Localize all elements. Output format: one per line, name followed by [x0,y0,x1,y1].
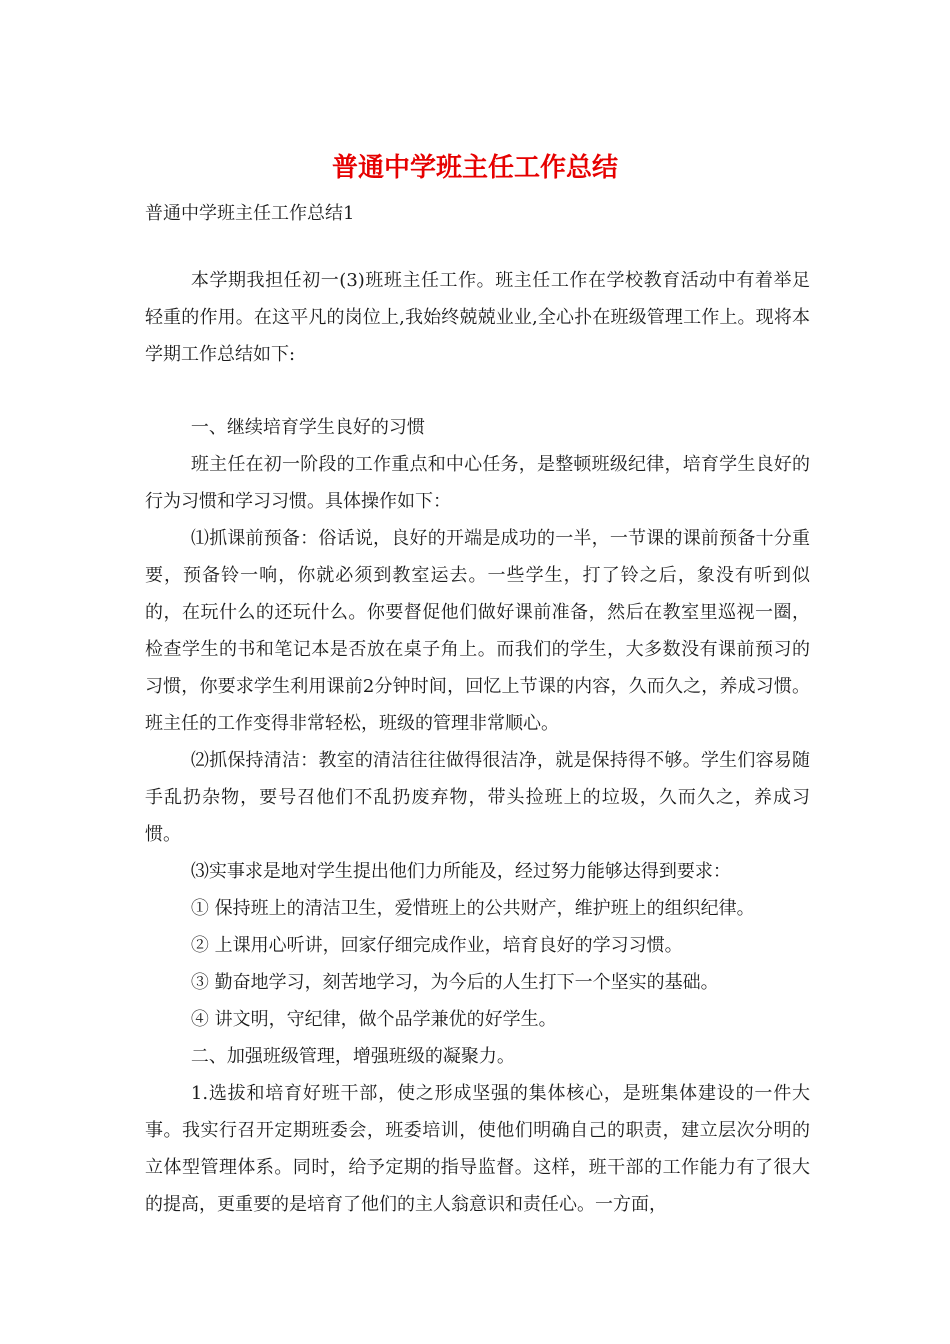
paragraph: ⑶实事求是地对学生提出他们力所能及，经过努力能够达得到要求： [190,861,731,882]
paragraph: ⑵抓保持清洁：教室的清洁往往做得很洁净，就是保持得不够。学生们容易随手乱扔杂物，要号召他们不乱扔废弃物，带头捡班上的垃圾，久而久之，养成习惯。 [145,750,810,845]
intro-paragraph: 本学期我担任初一(3)班班主任工作。班主任工作在学校教育活动中有着举足轻重的作用。在这平凡的岗位上,我始终兢兢业业,全心扑在班级管理工作上。现将本学期工作总结如下: [145,270,810,365]
paragraph: ⑴抓课前预备：俗话说，良好的开端是成功的一半，一节课的课前预备十分重要，预备铃一响，你就必须到教室运去。一些学生，打了铃之后，象没有听到似的，在玩什么的还玩什么。你要督促他们做好课前准备，然后在教室里巡视一圈，检查学生的书和笔记本是否放在桌子角上。而我们的学生，大多数没有课前预习的习惯，你要求学生利用课前2分钟时间，回忆上节课的内容，久而久之，养成习惯。班主任的工作变得非常轻松，班级的管理非常顺心。 [145,528,810,734]
section-heading-1: 一、继续培育学生良好的习惯 [190,417,425,438]
list-item: ② 上课用心听讲，回家仔细完成作业，培育良好的学习习惯。 [190,935,683,956]
list-item: ③ 勤奋地学习，刻苦地学习，为今后的人生打下一个坚实的基础。 [190,972,719,993]
document-subtitle: 普通中学班主任工作总结1 [145,203,355,224]
paragraph: 1.选拔和培育好班干部，使之形成坚强的集体核心，是班集体建设的一件大事。我实行召开定期班委会，班委培训，使他们明确自己的职责，建立层次分明的立体型管理体系。同时，给予定期的指导监督。这样，班干部的工作能力有了很大的提高，更重要的是培育了他们的主人翁意识和责任心。一方面， [145,1083,810,1215]
paragraph: 班主任在初一阶段的工作重点和中心任务，是整顿班级纪律，培育学生良好的行为习惯和学习习惯。具体操作如下： [145,454,810,512]
list-item: ④ 讲文明，守纪律，做个品学兼优的好学生。 [190,1009,557,1030]
list-item: ① 保持班上的清洁卫生，爱惜班上的公共财产，维护班上的组织纪律。 [190,898,755,919]
document-title: 普通中学班主任工作总结 [331,153,618,183]
section-heading-2: 二、加强班级管理，增强班级的凝聚力。 [190,1046,515,1067]
document-body [145,262,810,1223]
